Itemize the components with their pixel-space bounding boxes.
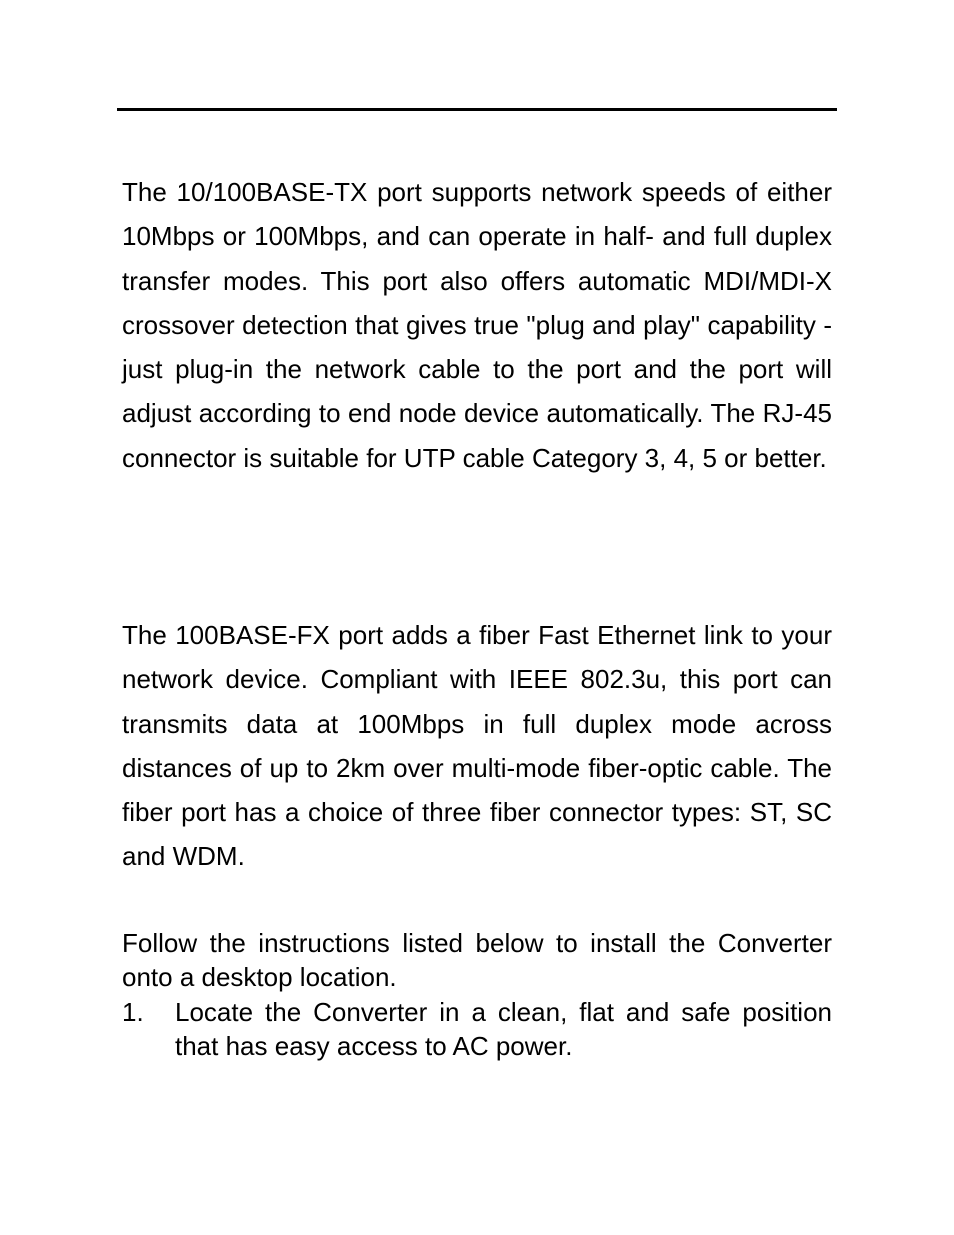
paragraph-tx-port: The 10/100BASE-TX port supports network speeds of either 10Mbps or 100Mbps, and can operate in half- and full duplex transfer modes. This port also offers automatic MDI/MDI-X crossover detection that gives true "plug and play" capability - just plug-in the network cable to the port and the port will adjust according to end node device automatically. The RJ-45 connector is suitable for UTP cable Category 3, 4, 5 or better. — [122, 177, 832, 473]
step-number: 1. — [122, 997, 144, 1027]
paragraph-install-intro: Follow the instructions listed below to install the Converter onto a desktop location. — [122, 928, 832, 992]
step-text: Locate the Converter in a clean, flat and safe position that has easy access to AC power. — [175, 997, 832, 1061]
list-item — [122, 996, 832, 1063]
paragraph-fx-port: The 100BASE-FX port adds a fiber Fast Ethernet link to your network device. Compliant with IEEE 802.3u, this port can transmits data at 100Mbps in full duplex mode across distances of up to 2km over multi-mode fiber-optic cable. The fiber port has a choice of three fiber connector types: ST, SC and WDM. — [122, 620, 832, 872]
header-rule — [117, 108, 837, 111]
install-steps-list — [122, 996, 832, 1063]
